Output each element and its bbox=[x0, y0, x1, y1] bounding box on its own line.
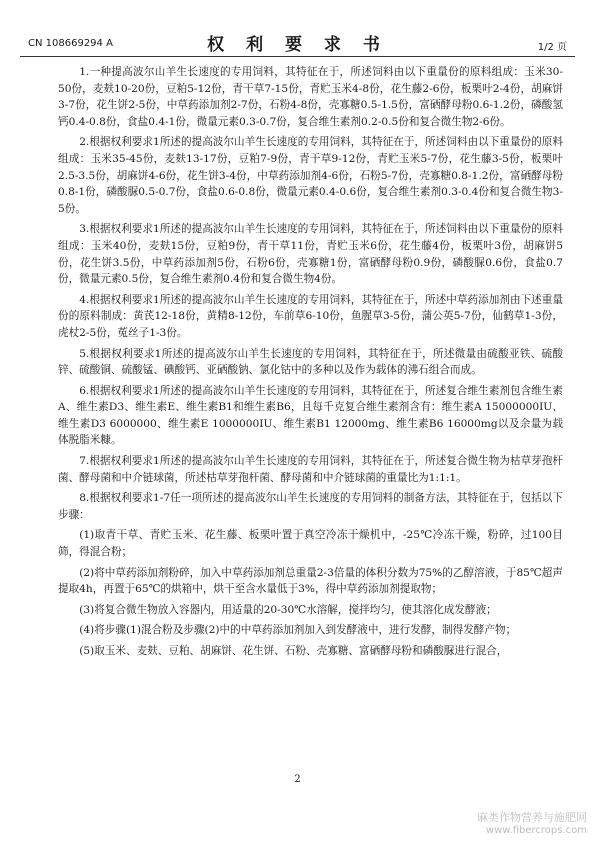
page-number: 2 bbox=[294, 774, 301, 785]
claims-body bbox=[58, 64, 563, 664]
claim-2: 2.根据权利要求1所述的提高波尔山羊生长速度的专用饲料，其特征在于，所述饲料由以下重量份的原料组成：玉米35-45份，麦麸13-17份，豆粕7-9份，青干草9-12份，青贮玉米5-7份，花生藤3-5份，板栗叶2.5-3.5份，胡麻饼4-6份，花生饼3-4份，中草药添加剂4-6份，石粉5-7份，壳寡糖0.8-1.2份，富硒酵母粉0.8-1份，磷酸脲0.5-0.7份，食盐0.6-0.8份，微量元素0.4-0.6份，复合维生素剂0.3-0.4份和复合微生物3-5份。 bbox=[58, 136, 563, 215]
method-step-4: (4)将步骤(1)混合粉及步骤(2)中的中草药添加剂加入到发酵液中，进行发酵，制得发酵产物； bbox=[79, 624, 517, 637]
method-step-2: (2)将中草药添加剂粉碎，加入中草药添加剂总重量2-3倍量的体积分数为75%的乙醇溶液，于85℃超声提取4h，再置于65℃的烘箱中，烘干至含水量低于3%，得中草药添加剂提取物； bbox=[58, 566, 563, 596]
method-step-5: (5)取玉米、麦麸、豆粕、胡麻饼、花生饼、石粉、壳寡糖、富硒酵母粉和磷酸脲进行混合， bbox=[79, 645, 508, 657]
method-step-3: (3)将复合微生物放入容器内，用适量的20-30℃水溶解，搅拌均匀，使其溶化成发酵液； bbox=[79, 603, 497, 616]
watermark-site-name: 麻类作物营养与施肥网 bbox=[477, 811, 587, 824]
watermark-url: www.fibercrops.com bbox=[485, 825, 587, 836]
page-title: 权 利 要 求 书 bbox=[207, 35, 388, 55]
method-step-1: (1)取青干草、青贮玉米、花生藤、板栗叶置于真空冷冻干燥机中，-25℃冷冻干燥，粉碎，过100目筛，得混合粉； bbox=[58, 529, 563, 559]
header-divider bbox=[20, 56, 575, 57]
claim-4: 4.根据权利要求1所述的提高波尔山羊生长速度的专用饲料，其特征在于，所述中草药添加剂由下述重量份的原料制成：黄芪12-18份，黄精8-12份，车前草6-10份，鱼腥草3-5份，蒲公英5-7份，仙鹤草1-3份，虎杖2-5份，菟丝子1-3份。 bbox=[58, 293, 563, 339]
claim-5: 5.根据权利要求1所述的提高波尔山羊生长速度的专用饲料，其特征在于，所述微量由硫酸亚铁、硫酸锌、硫酸铜、硫酸锰、碘酸钙、亚硒酸钠、氯化钴中的多种以及作为载体的沸石组合而成。 bbox=[58, 347, 563, 377]
claim-7: 7.根据权利要求1所述的提高波尔山羊生长速度的专用饲料，其特征在于，所述复合微生物为枯草芽孢杆菌、酵母菌和中介链球菌，所述枯草芽孢杆菌、酵母菌和中介链球菌的重量比为1:1:1。 bbox=[58, 455, 563, 484]
page-header bbox=[20, 30, 575, 55]
claim-1: 1.一种提高波尔山羊生长速度的专用饲料，其特征在于，所述饲料由以下重量份的原料组成：玉米30-50份，麦麸10-20份，豆粕5-12份，青干草7-15份，青贮玉米4-8份，花生藤2-6份，板栗叶2-4份，胡麻饼3-7份，花生饼2-5份，中草药添加剂2-7份，石粉4-8份，壳寡糖0.5-1.5份，富硒酵母粉0.6-1.2份，磷酸氢钙0.4-0.8份，食盐0.4-1份，微量元素0.3-0.7份，复合维生素剂0.2-0.5份和复合微生物2-6份。 bbox=[58, 66, 563, 128]
site-watermark bbox=[427, 809, 587, 836]
document-number: CN 108669294 A bbox=[28, 38, 113, 49]
claim-6: 6.根据权利要求1所述的提高波尔山羊生长速度的专用饲料，其特征在于，所述复合维生素剂包含维生素A、维生素D3、维生素E、维生素B1和维生素B6，且每千克复合维生素剂含有：维生素A 15000000IU、维生素D3 6000000、维生素E 1000000IU、维生素B1 12000mg、维生素B6 16000mg以及余量为载体脱脂米糠。 bbox=[58, 384, 563, 447]
claim-8: 8.根据权利要求1-7任一项所述的提高波尔山羊生长速度的专用饲料的制备方法，其特征在于，包括以下步骤： bbox=[58, 492, 563, 521]
claim-3: 3.根据权利要求1所述的提高波尔山羊生长速度的专用饲料，其特征在于，所述饲料由以下重量份的原料组成：玉米40份，麦麸15份，豆粕9份，青干草11份，青贮玉米6份，花生藤4份，板栗叶3份，胡麻饼5份，花生饼3.5份，中草药添加剂5份，石粉6份，壳寡糖1份，富硒酵母粉0.9份，磷酸脲0.6份，食盐0.7份，微量元素0.5份，复合维生素剂0.4份和复合微生物4份。 bbox=[58, 223, 563, 286]
page-indicator: 1/2 页 bbox=[537, 42, 567, 53]
